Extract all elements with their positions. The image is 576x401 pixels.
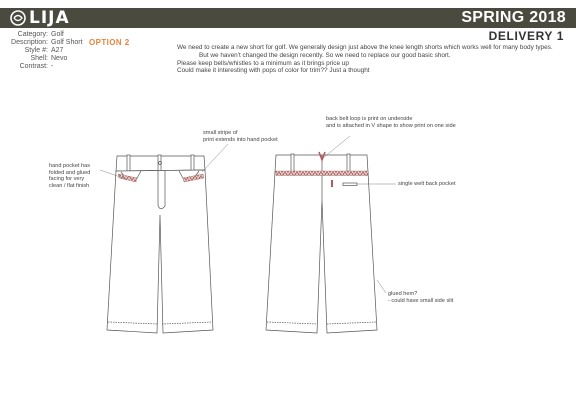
spec-value: -: [51, 63, 54, 70]
annotation-line: clean / flat finish: [49, 182, 90, 189]
annotation-line: small stripe of: [203, 130, 238, 136]
note-line: But we haven't changed the design recently. So we need to replace our good basic short.: [199, 51, 451, 59]
spec-value: Golf: [51, 31, 64, 38]
brand-name: LIJA: [29, 8, 70, 28]
back-loop-print: [331, 180, 333, 187]
annotation-line: folded and glued: [49, 169, 91, 176]
spec-value: A27: [51, 47, 64, 54]
annotation-line: and is attached in V shape to show print on one side: [326, 122, 456, 129]
back-view-shorts: [266, 154, 377, 333]
spec-value: Golf Short: [51, 39, 83, 46]
front-view-shorts: [107, 155, 213, 333]
option-label: OPTION 2: [89, 38, 130, 47]
annotation-line: back belt loop is print on underside: [326, 116, 413, 122]
spec-label: Category:: [17, 31, 48, 38]
spec-value: Nevo: [51, 55, 68, 62]
annotation-line: hand pocket has: [49, 163, 91, 169]
note-line: We need to create a new short for golf. We generally design just above the knee length shorts which works well for many body types.: [177, 44, 553, 51]
spec-label: Contrast:: [19, 63, 48, 70]
note-line: Could make it interesting with pops of color for trim?? Just a thought: [177, 67, 370, 75]
annotation-line: facing for very: [49, 176, 85, 183]
delivery-title: DELIVERY 1: [488, 29, 564, 43]
annotation-line: glued hem?: [388, 291, 418, 297]
season-title: SPRING 2018: [461, 9, 566, 26]
spec-label: Shell:: [30, 55, 48, 62]
spec-label: Style #:: [24, 47, 48, 54]
spec-label: Description:: [11, 39, 48, 46]
back-trim-band: [276, 171, 368, 176]
annotation-line: single welt back pocket: [398, 181, 456, 187]
annotation-line: - could have small side slit: [388, 297, 454, 304]
annotation-line: print extends into hand pocket: [203, 136, 278, 143]
note-line: Please keep bells/whistles to a minimum as it brings price up: [177, 59, 349, 67]
